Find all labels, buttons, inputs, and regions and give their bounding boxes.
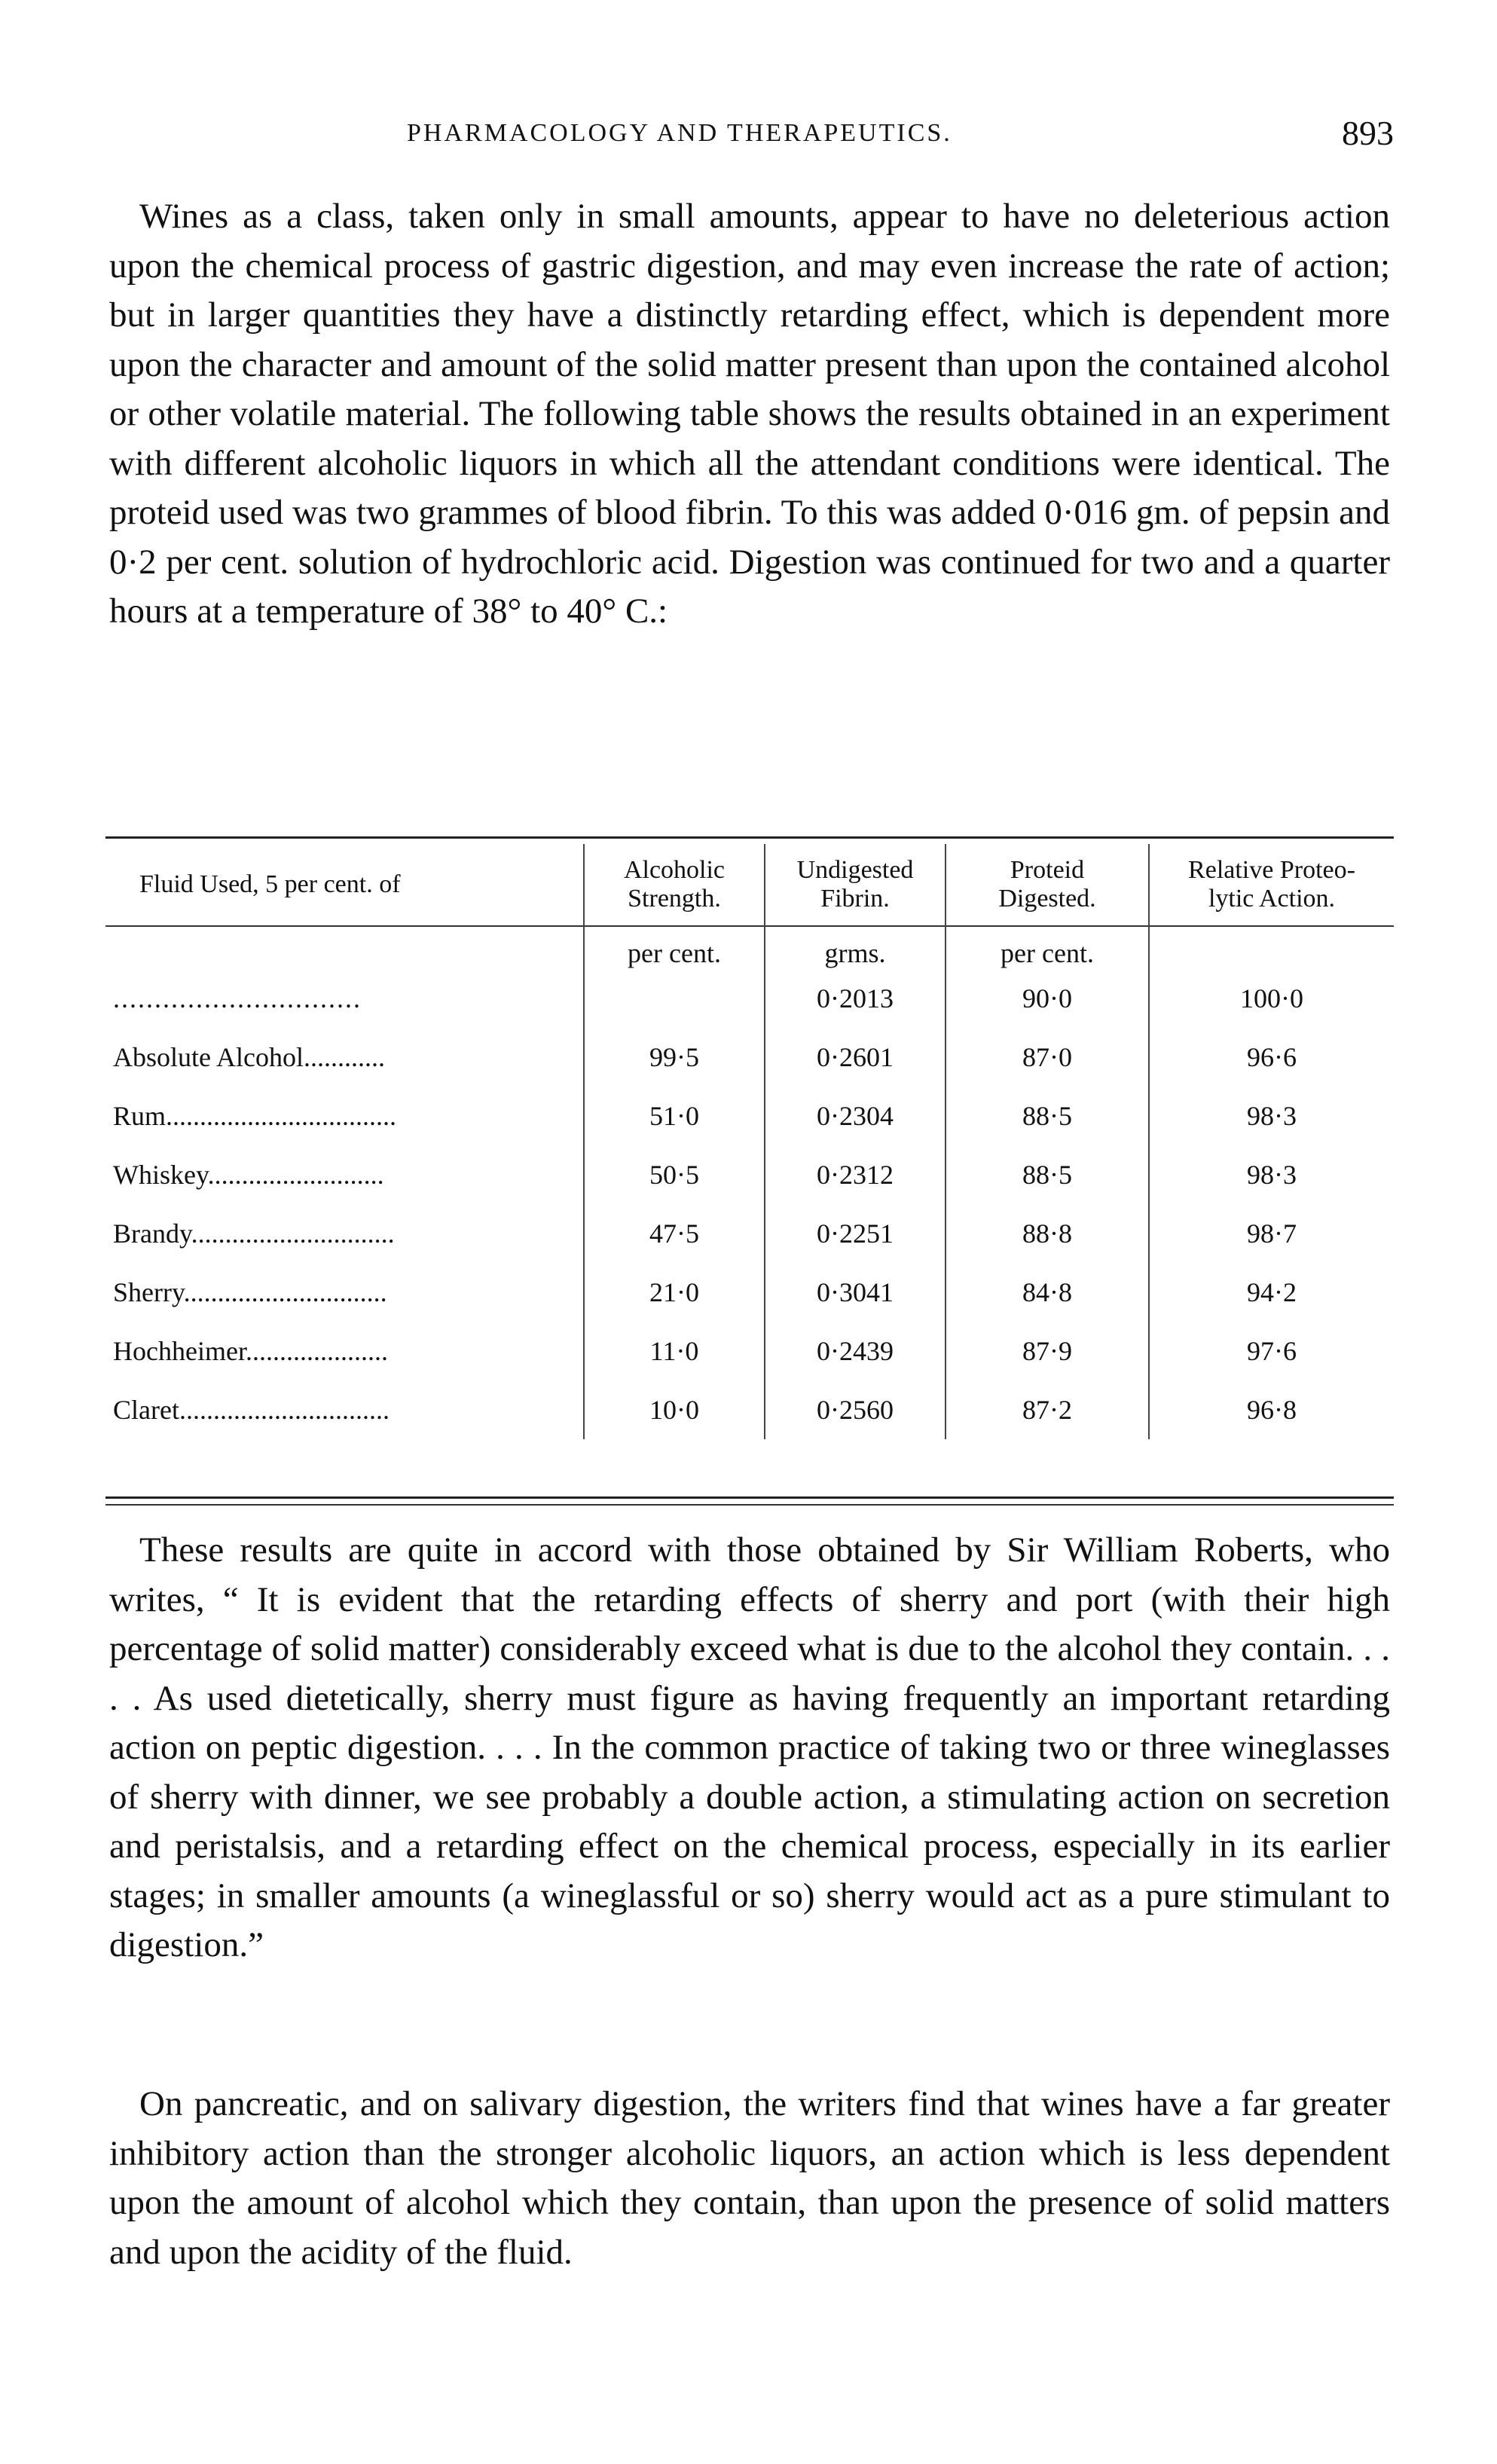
header-strength-line1: Alcoholic <box>623 856 726 884</box>
header-proteid-line1: Proteid <box>1010 856 1085 884</box>
table-bottom-rule-double <box>105 1504 1394 1506</box>
table-row <box>105 1380 1394 1439</box>
cell-fibrin: 0·2251 <box>765 1204 946 1263</box>
table-top-rule <box>105 836 1394 839</box>
unit-proteid: per cent. <box>946 926 1149 969</box>
header-alcoholic-strength <box>584 844 765 926</box>
cell-proteid: 88·5 <box>946 1145 1149 1204</box>
header-proteid-digested <box>946 844 1149 926</box>
cell-fluid: Rum.................................. <box>113 1101 397 1131</box>
header-fibrin-line2: Fibrin. <box>820 885 890 913</box>
cell-fluid: Whiskey.......................... <box>113 1160 384 1190</box>
table-bottom-rule <box>105 1496 1394 1499</box>
table-row <box>105 1263 1394 1322</box>
header-relative-line1: Relative Proteo- <box>1188 856 1355 884</box>
cell-proteid: 84·8 <box>946 1263 1149 1322</box>
paragraph-wines-digestion: Wines as a class, taken only in small amounts, appear to have no deleterious action upon the chemical process of gastric digestion, and may even increase the rate of action; but in larger quantities they have a distinctly retarding effect, which is dependent more upon the character and amount of the solid matter present than upon the contained alcohol or other volatile material. The following table shows the results obtained in an experiment with different alcoholic liquors in which all the attendant conditions were identical. The proteid used was two grammes of blood fibrin. To this was added 0·016 gm. of pepsin and 0·2 per cent. solution of hydrochloric acid. Digestion was continued for two and a quarter hours at a temperature of 38° to 40° C.: <box>109 197 1390 631</box>
cell-proteid: 87·0 <box>946 1028 1149 1087</box>
cell-strength: 21·0 <box>584 1263 765 1322</box>
cell-proteid: 87·2 <box>946 1380 1149 1439</box>
cell-relative: 96·8 <box>1149 1380 1394 1439</box>
cell-fluid: .............................. <box>113 983 362 1013</box>
header-fibrin-line1: Undigested <box>796 856 914 884</box>
paragraph-roberts-quote: These results are quite in accord with those obtained by Sir William Roberts, who writes, “ It is evident that the retarding effects of sherry and port (with their high percentage of solid matter) considerably exceed what is due to the alcohol they contain. . . . . As used dietetically, sherry must figure as having frequently an important retarding action on peptic digestion. . . . In the common practice of taking two or three wineglasses of sherry with dinner, we see probably a double action, a stimulating action on secretion and peristalsis, and a retarding effect on the chemical process, especially in its earlier stages; in smaller amounts (a wineglassful or so) sherry would act as a pure stimulant to digestion.” <box>109 1530 1390 1964</box>
cell-relative: 98·3 <box>1149 1145 1394 1204</box>
cell-fibrin: 0·3041 <box>765 1263 946 1322</box>
running-title: PHARMACOLOGY AND THERAPEUTICS. <box>407 119 952 147</box>
cell-relative: 96·6 <box>1149 1028 1394 1087</box>
header-strength-line2: Strength. <box>628 885 721 913</box>
running-header <box>113 113 1394 158</box>
cell-proteid: 90·0 <box>946 969 1149 1028</box>
table-header-row <box>105 844 1394 926</box>
table-units-row <box>105 926 1394 969</box>
unit-strength: per cent. <box>584 926 765 969</box>
cell-fluid: Hochheimer..................... <box>113 1336 388 1366</box>
table-row <box>105 1145 1394 1204</box>
header-relative-line2: lytic Action. <box>1208 885 1336 913</box>
cell-fluid: Sherry.............................. <box>113 1277 387 1307</box>
cell-strength: 10·0 <box>584 1380 765 1439</box>
table-row <box>105 1322 1394 1380</box>
cell-fluid: Absolute Alcohol............ <box>113 1042 385 1072</box>
cell-strength: 11·0 <box>584 1322 765 1380</box>
cell-strength <box>584 969 765 1028</box>
cell-proteid: 88·5 <box>946 1087 1149 1145</box>
table-row <box>105 1028 1394 1087</box>
cell-fibrin: 0·2560 <box>765 1380 946 1439</box>
header-undigested-fibrin <box>765 844 946 926</box>
unit-fibrin: grms. <box>765 926 946 969</box>
header-proteid-line2: Digested. <box>998 885 1096 913</box>
cell-strength: 50·5 <box>584 1145 765 1204</box>
cell-fibrin: 0·2312 <box>765 1145 946 1204</box>
cell-fluid: Brandy.............................. <box>113 1218 395 1249</box>
cell-relative: 97·6 <box>1149 1322 1394 1380</box>
cell-relative: 94·2 <box>1149 1263 1394 1322</box>
cell-fibrin: 0·2304 <box>765 1087 946 1145</box>
paragraph-pancreatic-salivary: On pancreatic, and on salivary digestion, the writers find that wines have a far greater inhibitory action than the stronger alcoholic liquors, an action which is less dependent upon the amount of alcohol which they contain, than upon the presence of solid matters and upon the acidity of the fluid. <box>109 2084 1390 2272</box>
page-number: 893 <box>1342 114 1394 152</box>
cell-proteid: 88·8 <box>946 1204 1149 1263</box>
cell-strength: 99·5 <box>584 1028 765 1087</box>
cell-relative: 98·7 <box>1149 1204 1394 1263</box>
table-row <box>105 1204 1394 1263</box>
data-table <box>105 844 1394 1439</box>
cell-proteid: 87·9 <box>946 1322 1149 1380</box>
cell-relative: 100·0 <box>1149 969 1394 1028</box>
table-row <box>105 969 1394 1028</box>
cell-strength: 47·5 <box>584 1204 765 1263</box>
header-fluid-used: Fluid Used, 5 per cent. of <box>139 870 401 898</box>
cell-fibrin: 0·2601 <box>765 1028 946 1087</box>
table-row <box>105 1087 1394 1145</box>
cell-strength: 51·0 <box>584 1087 765 1145</box>
cell-fibrin: 0·2439 <box>765 1322 946 1380</box>
cell-fibrin: 0·2013 <box>765 969 946 1028</box>
cell-fluid: Claret............................... <box>113 1395 390 1425</box>
cell-relative: 98·3 <box>1149 1087 1394 1145</box>
header-relative-action <box>1149 844 1394 926</box>
